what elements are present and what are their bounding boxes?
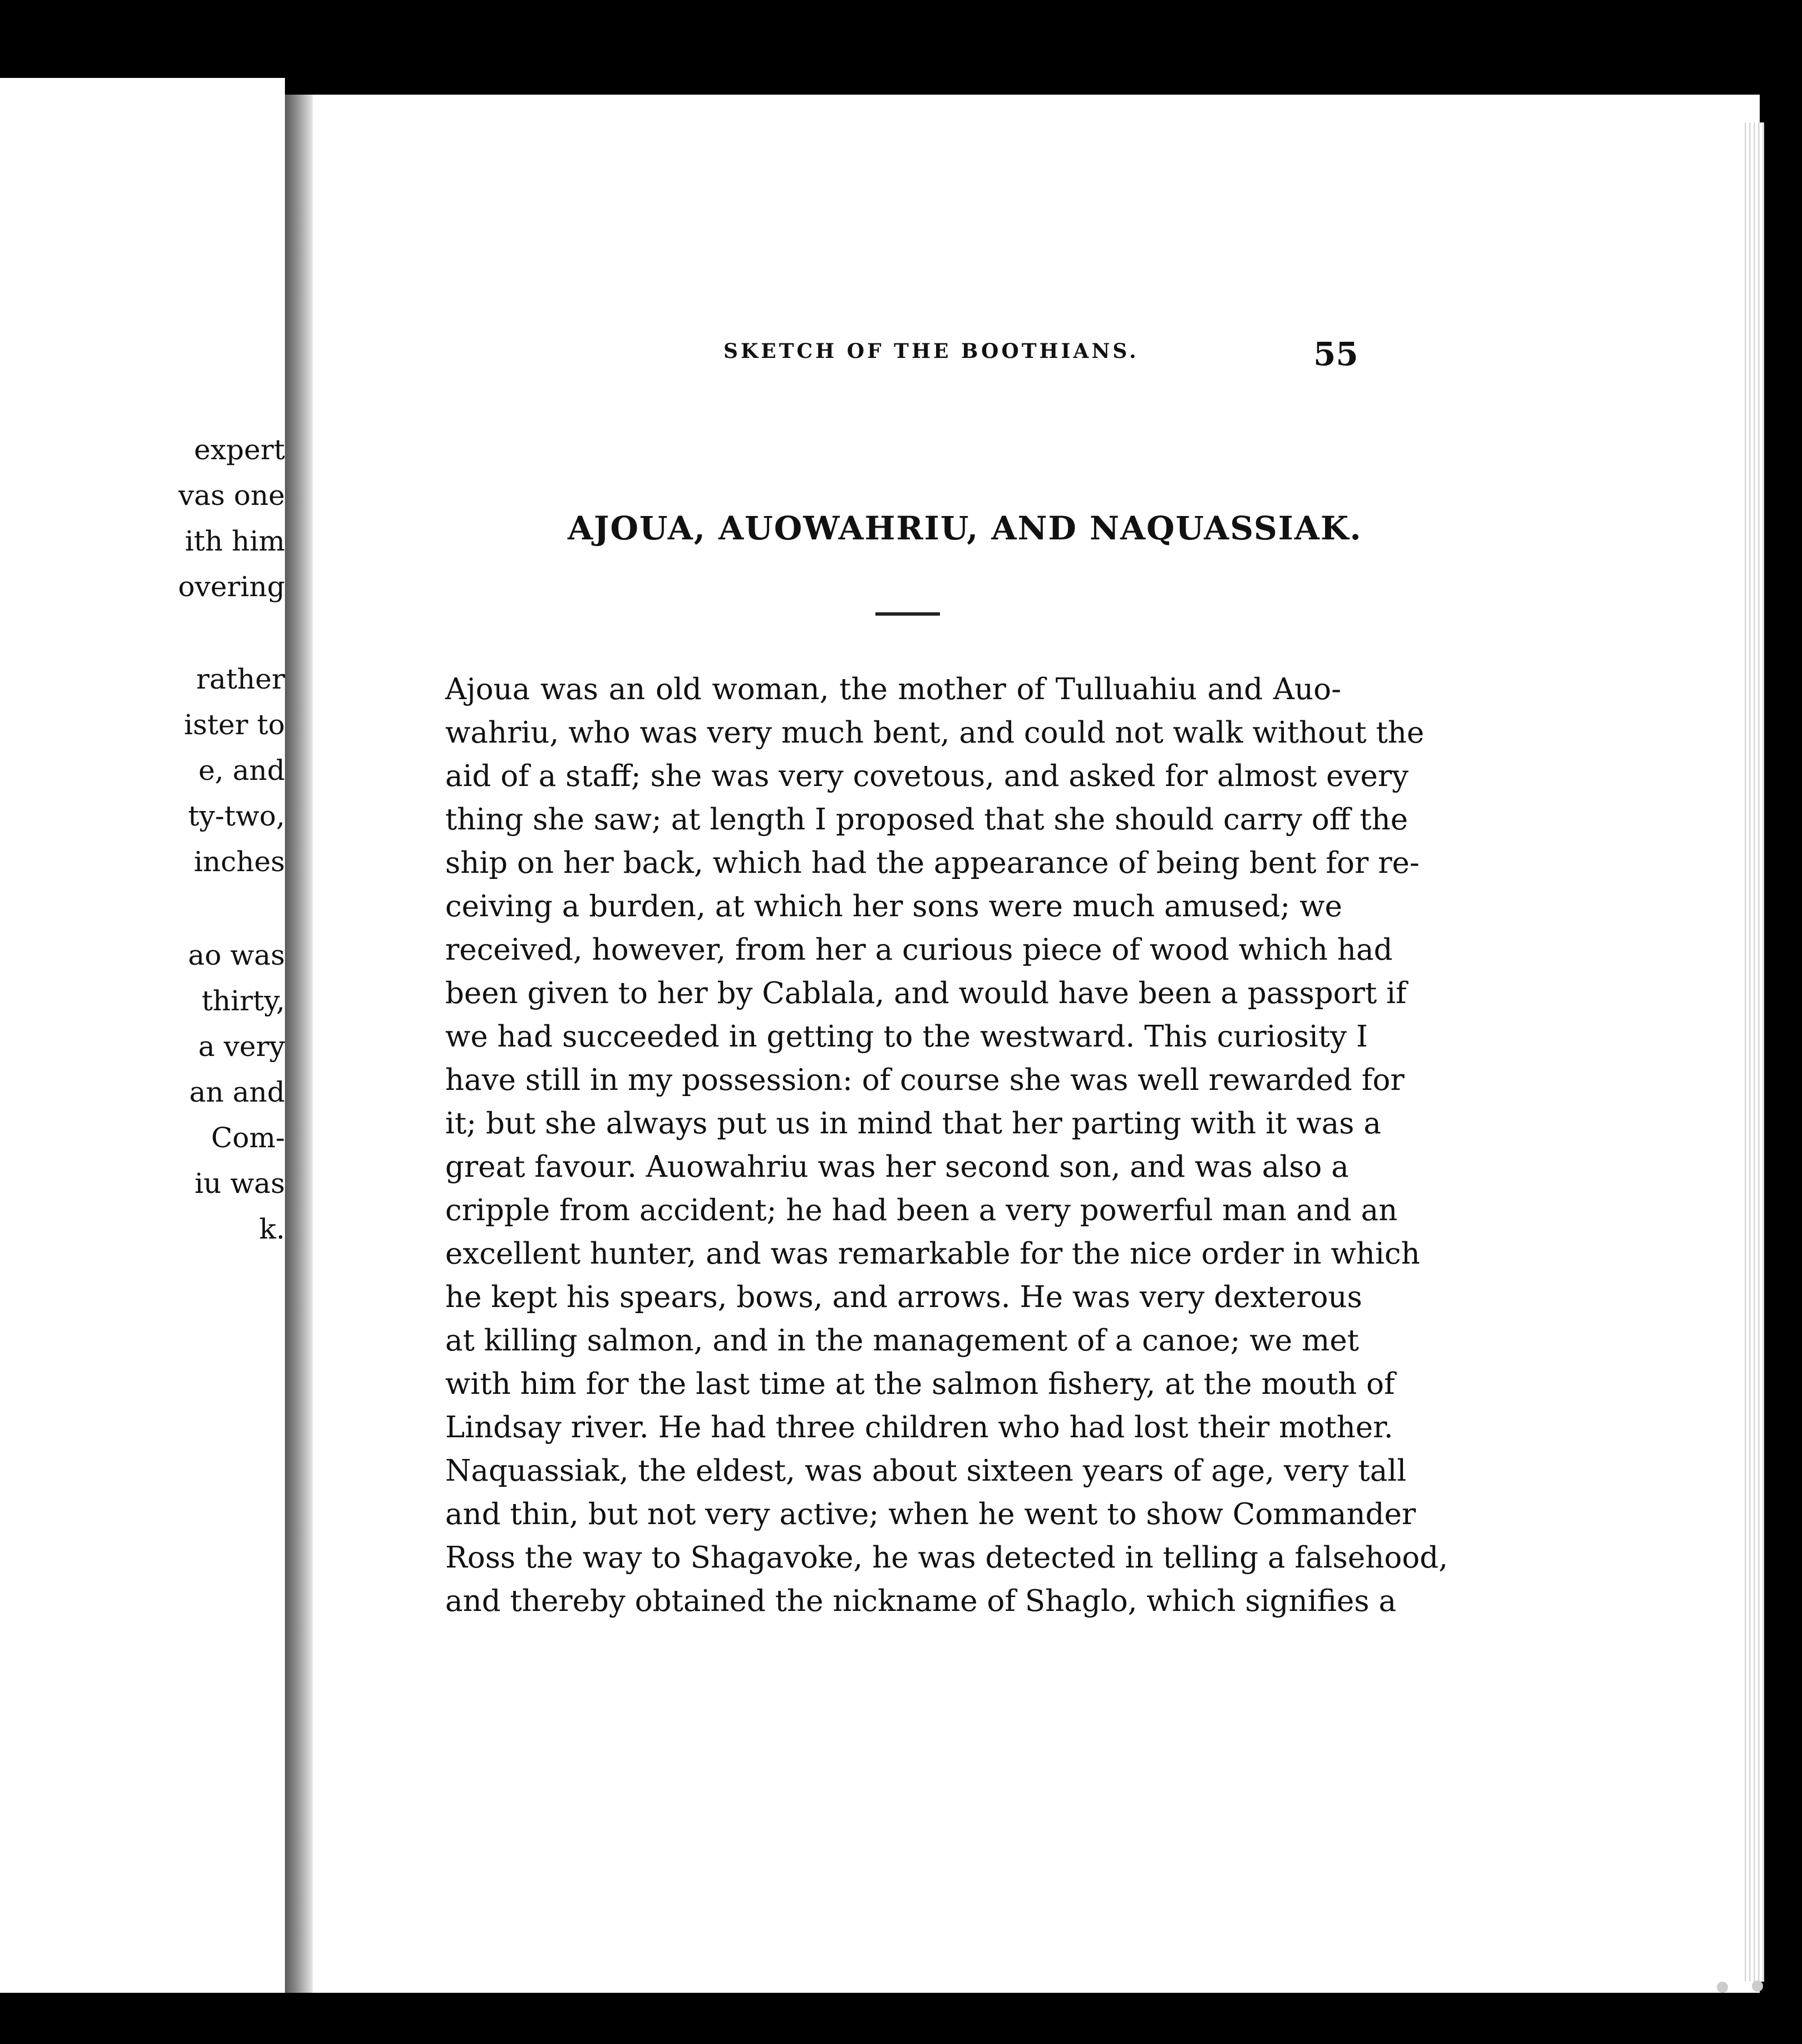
left-page-line: Com- — [211, 1122, 285, 1154]
body-text — [445, 668, 1448, 1623]
body-line: and thin, but not very active; when he went to show Commander — [445, 1497, 1416, 1531]
body-line: we had succeeded in getting to the westward. This curiosity I — [445, 1020, 1368, 1054]
body-line: thing she saw; at length I proposed that she should carry off the — [445, 803, 1409, 837]
left-page-line: inches — [194, 846, 285, 878]
body-line: wahriu, who was very much bent, and could not walk without the — [445, 716, 1425, 750]
left-page-line: ister to — [184, 709, 285, 741]
left-page-line: a very — [198, 1030, 285, 1063]
left-page-line: e, and — [198, 754, 285, 787]
body-line: Ross the way to Shagavoke, he was detected in telling a falsehood, — [445, 1541, 1448, 1575]
chapter-title: AJOUA, AUOWAHRIU, AND NAQUASSIAK. — [568, 509, 1362, 547]
book-gutter-shadow — [285, 95, 313, 1993]
body-line: ceiving a burden, at which her sons were much amused; we — [445, 890, 1342, 923]
scan-artifact — [1752, 1981, 1763, 1992]
left-page-line: iu was — [194, 1167, 285, 1200]
body-line: have still in my possession: of course she was well rewarded for — [445, 1063, 1405, 1097]
left-page-line: vas one — [178, 479, 285, 512]
left-page-line: an and — [189, 1076, 285, 1108]
left-facing-page — [0, 78, 285, 1993]
body-line: at killing salmon, and in the management of a canoe; we met — [445, 1324, 1359, 1358]
left-page-line: ao was — [188, 939, 285, 971]
body-line: been given to her by Cablala, and would have been a passport if — [445, 976, 1407, 1010]
running-head: SKETCH OF THE BOOTHIANS. — [723, 340, 1139, 363]
left-page-line: overing — [178, 571, 285, 603]
left-page-line: ith him — [185, 525, 285, 557]
body-line: Ajoua was an old woman, the mother of Tulluahiu and Auo- — [445, 672, 1341, 706]
body-line: Lindsay river. He had three children who had lost their mother. — [445, 1411, 1394, 1444]
page-edge-stack — [1742, 122, 1764, 1982]
body-line: he kept his spears, bows, and arrows. He was very dexterous — [445, 1280, 1362, 1314]
scan-artifact — [1717, 1982, 1728, 1993]
page-number: 55 — [1313, 335, 1358, 373]
body-line: cripple from accident; he had been a very powerful man and an — [445, 1193, 1398, 1227]
body-line: aid of a staff; she was very covetous, and asked for almost every — [445, 759, 1409, 793]
body-line: and thereby obtained the nickname of Shaglo, which signifies a — [445, 1584, 1396, 1618]
body-line: received, however, from her a curious piece of wood which had — [445, 933, 1393, 967]
left-page-line: expert — [194, 434, 285, 466]
body-line: Naquassiak, the eldest, was about sixteen years of age, very tall — [445, 1454, 1407, 1488]
body-line: excellent hunter, and was remarkable for the nice order in which — [445, 1237, 1420, 1271]
left-page-line: thirty, — [201, 985, 285, 1017]
body-line: with him for the last time at the salmon fishery, at the mouth of — [445, 1367, 1395, 1401]
title-rule — [875, 612, 940, 616]
left-page-line: rather — [196, 663, 285, 695]
left-page-line: k. — [259, 1213, 285, 1245]
body-line: great favour. Auowahriu was her second son, and was also a — [445, 1150, 1349, 1184]
body-line: ship on her back, which had the appearance of being bent for re- — [445, 846, 1420, 880]
body-line: it; but she always put us in mind that her parting with it was a — [445, 1107, 1381, 1141]
left-page-line: ty-two, — [188, 800, 285, 832]
